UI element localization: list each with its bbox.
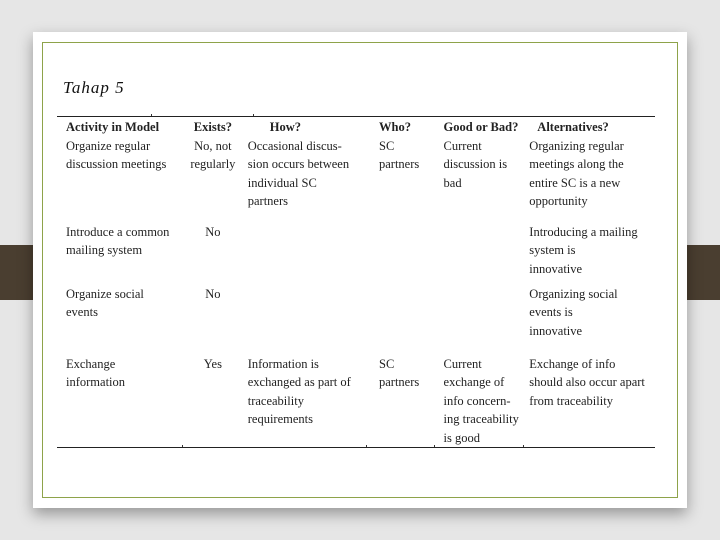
cell-exists: Yes: [203, 356, 222, 371]
header-good-bad: Good or Bad?: [443, 120, 519, 134]
header-exists: Exists?: [193, 120, 232, 134]
header-alternatives: Alternatives?: [537, 120, 609, 134]
cell-how: Occasional discus- sion occurs between individual SC partners: [247, 138, 350, 208]
cell-how: [244, 285, 375, 355]
cell-exists: No: [205, 224, 221, 239]
slide-title: Tahap 5: [63, 78, 125, 97]
cell-good-bad: Current exchange of info concern- ing traceability is good: [443, 356, 519, 445]
analysis-table-image: [57, 114, 655, 448]
cell-activity: Organize social events: [66, 286, 144, 319]
header-who: Who?: [379, 120, 411, 134]
left-decor-tab: [0, 245, 34, 300]
table-header-row: [62, 118, 655, 137]
table-row: [62, 355, 655, 448]
cell-exists: No, not regularly: [190, 138, 236, 171]
cell-who: [375, 285, 440, 355]
slide: [33, 32, 687, 508]
cell-how: Information is exchanged as part of traceability requirements: [247, 356, 351, 426]
cell-activity: Introduce a common mailing system: [66, 224, 170, 257]
header-activity: Activity in Model: [66, 120, 160, 134]
cell-activity: Organize regular discussion meetings: [66, 138, 167, 171]
cell-who: SC partners: [379, 138, 420, 171]
table-row: [62, 285, 655, 355]
cell-alternatives: Introducing a mailing system is innovative: [529, 224, 638, 276]
cell-alternatives: Organizing regular meetings along the entire SC is a new opportunity: [529, 138, 624, 208]
cell-who: SC partners: [379, 356, 420, 389]
cell-exists: No: [205, 286, 221, 301]
table-bottom-rule: [57, 447, 655, 448]
analysis-table: [62, 118, 655, 447]
cell-good-bad: [440, 223, 526, 285]
table-row: [62, 137, 655, 223]
cell-activity: Exchange information: [66, 356, 126, 389]
cell-alternatives: Organizing social events is innovative: [529, 286, 618, 338]
table-row: [62, 223, 655, 285]
cell-good-bad: Current discussion is bad: [443, 138, 508, 190]
cell-good-bad: [440, 285, 526, 355]
cell-who: [375, 223, 440, 285]
header-how: How?: [269, 120, 301, 134]
cell-alternatives: Exchange of info should also occur apart from traceability: [529, 356, 645, 408]
cell-how: [244, 223, 375, 285]
table-top-rule: [57, 116, 655, 117]
